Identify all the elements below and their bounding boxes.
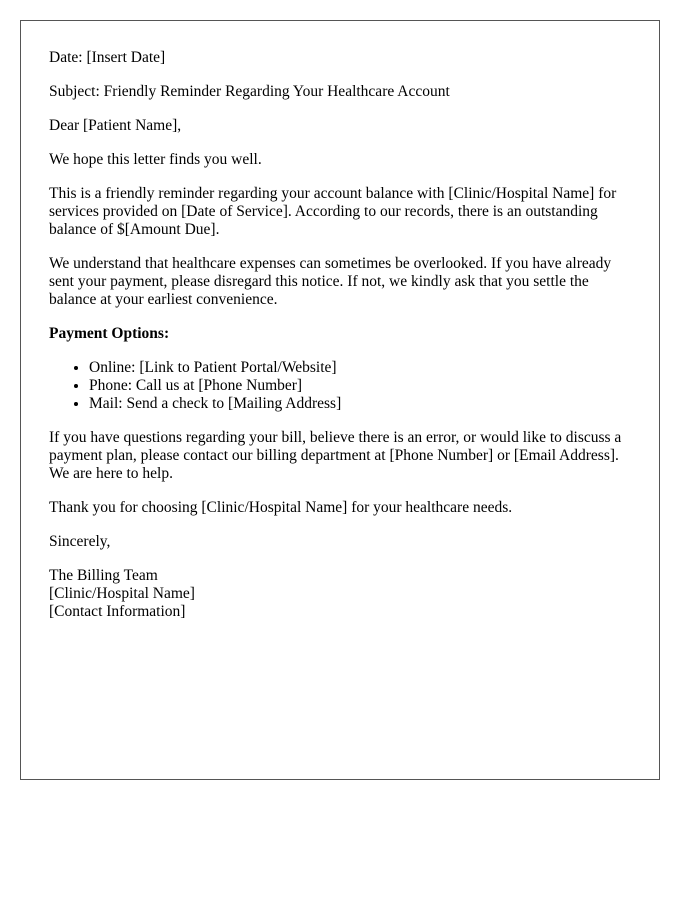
opening-paragraph: We hope this letter finds you well. — [49, 151, 262, 168]
closing: Sincerely, — [49, 533, 111, 550]
date-line: Date: [Insert Date] — [49, 49, 166, 66]
signature-contact: [Contact Information] — [49, 603, 186, 620]
signature-block — [49, 567, 631, 621]
payment-option-phone: • Phone: Call us at [Phone Number] — [89, 377, 631, 395]
signature-team: The Billing Team — [49, 567, 158, 584]
salutation: Dear [Patient Name], — [49, 117, 182, 134]
payment-options-list — [49, 359, 631, 413]
balance-paragraph: This is a friendly reminder regarding your account balance with [Clinic/Hospital Name] for services provided on [Date of Service]. According to our records, there is an outstanding balance of $[Amount Due]. — [49, 185, 617, 238]
payment-options-heading: Payment Options: — [49, 325, 170, 342]
payment-option-mail: • Mail: Send a check to [Mailing Address] — [89, 395, 631, 413]
thanks-paragraph: Thank you for choosing [Clinic/Hospital Name] for your healthcare needs. — [49, 499, 513, 516]
understand-paragraph: We understand that healthcare expenses can sometimes be overlooked. If you have already sent your payment, please disregard this notice. If not, we kindly ask that you settle the balance at your earliest convenience. — [49, 255, 612, 308]
subject-line: Subject: Friendly Reminder Regarding Your Healthcare Account — [49, 83, 450, 100]
signature-organization: [Clinic/Hospital Name] — [49, 585, 195, 602]
payment-option-online: • Online: [Link to Patient Portal/Website] — [89, 359, 631, 377]
questions-paragraph: If you have questions regarding your bill, believe there is an error, or would like to discuss a payment plan, please contact our billing department at [Phone Number] or [Email Address]. We are here to help. — [49, 429, 622, 482]
letter-page — [20, 20, 660, 780]
